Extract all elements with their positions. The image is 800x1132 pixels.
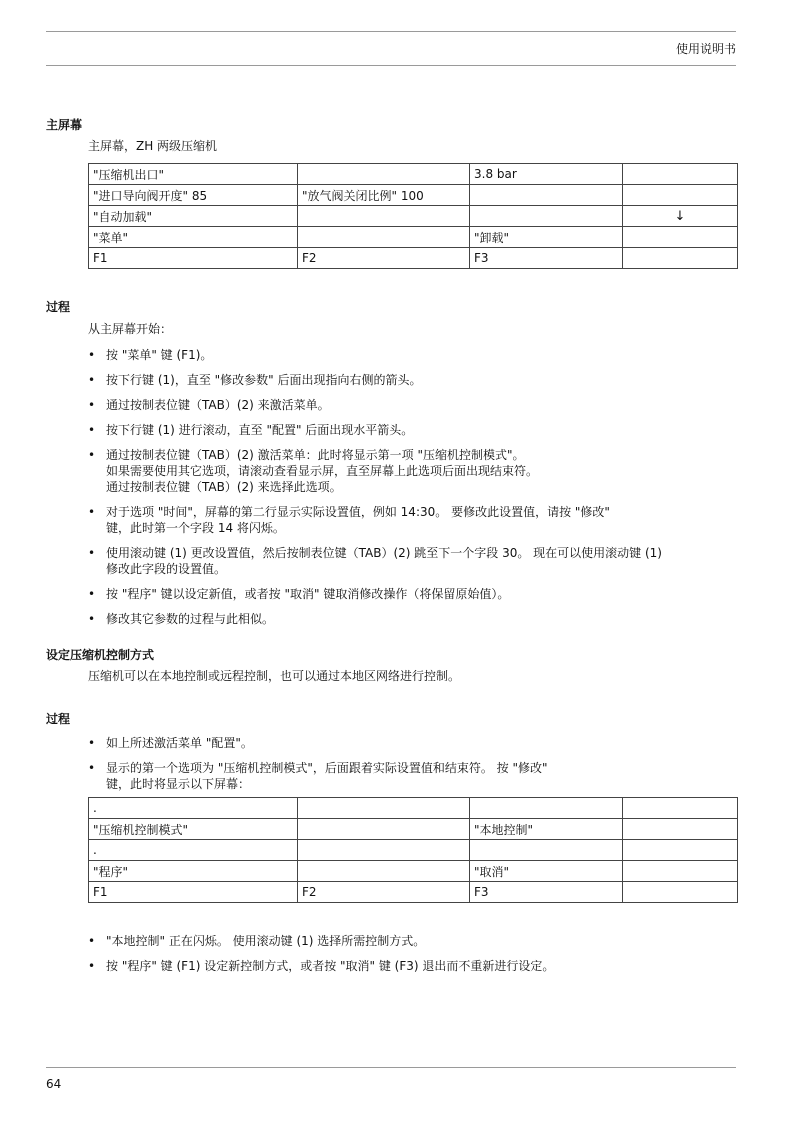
table-row [89, 164, 738, 185]
table-cell [623, 227, 738, 248]
table-cell: "压缩机控制模式" [89, 819, 298, 840]
table-cell [470, 798, 623, 819]
table-cell: "压缩机出口" [89, 164, 298, 185]
list-item: • 修改其它参数的过程与此相似。 [88, 611, 738, 627]
table-cell: . [89, 840, 298, 861]
table-row [89, 206, 738, 227]
table-cell [623, 861, 738, 882]
list-item: • 按 "程序" 键 (F1) 设定新控制方式，或者按 "取消" 键 (F3) 退出而不重新进行设定。 [88, 958, 738, 974]
main-screen-table-body [89, 164, 738, 269]
table-cell [470, 185, 623, 206]
procedure-steps-2 [88, 735, 738, 801]
list-item: • 如上所述激活菜单 "配置"。 [88, 735, 738, 751]
table-cell [298, 164, 470, 185]
table-cell [623, 840, 738, 861]
table-cell: . [89, 798, 298, 819]
table-cell: "放气阀关闭比例" 100 [298, 185, 470, 206]
table-cell: "本地控制" [470, 819, 623, 840]
main-screen-heading: 主屏幕 [46, 118, 83, 132]
table-cell [623, 164, 738, 185]
table-cell [298, 861, 470, 882]
header-title: 使用说明书 [675, 42, 736, 56]
footer-rule [46, 1067, 736, 1068]
table-cell [298, 819, 470, 840]
list-item: • 按下行键 (1) 进行滚动，直至 "配置" 后面出现水平箭头。 [88, 422, 738, 438]
table-row [89, 798, 738, 819]
control-mode-heading: 设定压缩机控制方式 [46, 648, 155, 662]
table-cell: "取消" [470, 861, 623, 882]
table-cell: F3 [470, 248, 623, 269]
list-item: • 对于选项 "时间"，屏幕的第二行显示实际设置值，例如 14:30。 要修改此设置值，请按 "修改" 键，此时第一个字段 14 将闪烁。 [88, 504, 738, 536]
list-item: • 按下行键 (1)，直至 "修改参数" 后面出现指向右侧的箭头。 [88, 372, 738, 388]
table-cell: F1 [89, 248, 298, 269]
list-item: • 通过按制表位键（TAB）(2) 激活菜单：此时将显示第一项 "压缩机控制模式"。 如果需要使用其它选项，请滚动查看显示屏，直至屏幕上此选项后面出现结束符。 通过按制表位键（TAB）(2) 来选择此选项。 [88, 447, 738, 495]
table-cell [298, 206, 470, 227]
table-cell: F3 [470, 882, 623, 903]
table-cell [298, 840, 470, 861]
table-row [89, 840, 738, 861]
list-item: • 通过按制表位键（TAB）(2) 来激活菜单。 [88, 397, 738, 413]
list-item: • 按 "程序" 键以设定新值，或者按 "取消" 键取消修改操作（将保留原始值）。 [88, 586, 738, 602]
list-item: • 按 "菜单" 键 (F1)。 [88, 347, 738, 363]
procedure-heading-1: 过程 [46, 300, 71, 314]
table-cell [298, 798, 470, 819]
table-cell [623, 798, 738, 819]
page-number: 64 [46, 1077, 62, 1091]
table-cell [623, 248, 738, 269]
procedure-heading-2: 过程 [46, 712, 71, 726]
table-cell [470, 206, 623, 227]
table-row [89, 819, 738, 840]
table-cell [298, 227, 470, 248]
table-cell: F2 [298, 882, 470, 903]
header-rule-top [46, 31, 736, 32]
list-item: • 显示的第一个选项为 "压缩机控制模式"，后面跟着实际设置值和结束符。 按 "修改" 键，此时将显示以下屏幕： [88, 760, 738, 792]
table-row [89, 882, 738, 903]
control-mode-screen-table-body [89, 798, 738, 903]
table-cell: 3.8 bar [470, 164, 623, 185]
table-cell: ↓ [623, 206, 738, 227]
table-cell: F2 [298, 248, 470, 269]
list-item: • 使用滚动键 (1) 更改设置值，然后按制表位键（TAB）(2) 跳至下一个字段 30。 现在可以使用滚动键 (1) 修改此字段的设置值。 [88, 545, 738, 577]
table-cell: F1 [89, 882, 298, 903]
list-item: • "本地控制" 正在闪烁。 使用滚动键 (1) 选择所需控制方式。 [88, 933, 738, 949]
table-cell: "自动加载" [89, 206, 298, 227]
table-cell: "菜单" [89, 227, 298, 248]
main-screen-caption: 主屏幕，ZH 两级压缩机 [88, 139, 218, 153]
procedure-steps-1 [88, 347, 738, 636]
table-cell: "进口导向阀开度" 85 [89, 185, 298, 206]
procedure-intro: 从主屏幕开始： [88, 322, 173, 336]
table-cell [623, 882, 738, 903]
table-cell [623, 185, 738, 206]
header-rule-bottom [46, 65, 736, 66]
table-row [89, 861, 738, 882]
table-row [89, 248, 738, 269]
control-mode-screen-table [88, 797, 738, 903]
table-cell [470, 840, 623, 861]
table-row [89, 227, 738, 248]
main-screen-table [88, 163, 738, 269]
control-mode-text: 压缩机可以在本地控制或远程控制，也可以通过本地区网络进行控制。 [88, 669, 461, 683]
table-row [89, 185, 738, 206]
table-cell: "程序" [89, 861, 298, 882]
table-cell: "卸载" [470, 227, 623, 248]
table-cell [623, 819, 738, 840]
procedure-steps-3 [88, 933, 738, 983]
